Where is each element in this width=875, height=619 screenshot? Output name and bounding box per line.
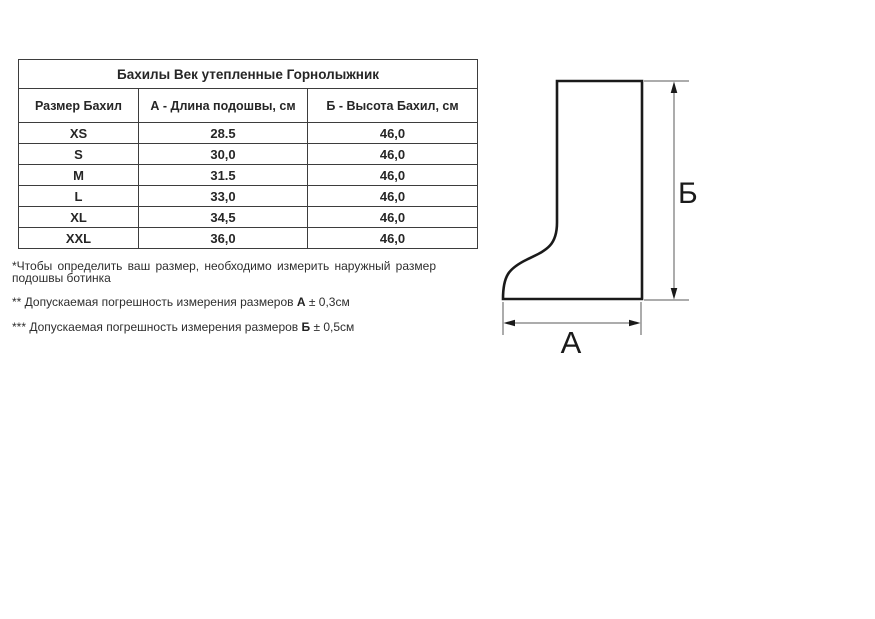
arrowhead-right-icon (629, 320, 641, 327)
size-table (18, 59, 478, 249)
boot-diagram (480, 55, 710, 365)
column-header-height: Б - Высота Бахил, см (308, 89, 478, 123)
cell-height: 46,0 (308, 123, 478, 144)
cell-size: M (19, 165, 139, 186)
cell-sole-length: 28.5 (139, 123, 308, 144)
note-line: *Чтобы определить ваш размер, необходимо измерить наружный размер (12, 259, 436, 273)
arrowhead-left-icon (504, 320, 516, 327)
cell-height: 46,0 (308, 144, 478, 165)
column-header-size: Размер Бахил (19, 89, 139, 123)
cell-sole-length: 30,0 (139, 144, 308, 165)
note-tolerance-a (12, 297, 436, 309)
table-row (19, 123, 478, 144)
cell-size: L (19, 186, 139, 207)
cell-size: XS (19, 123, 139, 144)
cell-sole-length: 33,0 (139, 186, 308, 207)
note-text: ± 0,5см (310, 320, 355, 334)
cell-size: S (19, 144, 139, 165)
cell-size: XXL (19, 228, 139, 249)
note-text: ** Допускаемая погрешность измерения размеров (12, 295, 297, 309)
note-line: подошвы ботинка (12, 270, 111, 285)
note-text: *** Допускаемая погрешность измерения размеров (12, 320, 302, 334)
note-text: ± 0,3см (305, 295, 350, 309)
note-bold-letter-a: А (296, 295, 306, 309)
table-row (19, 186, 478, 207)
cell-height: 46,0 (308, 207, 478, 228)
note-tolerance-b (12, 322, 436, 334)
table-title-row (19, 60, 478, 89)
arrowhead-down-icon (671, 288, 678, 300)
arrowhead-up-icon (671, 82, 678, 94)
diagram-height-label: Б (678, 177, 698, 210)
cell-height: 46,0 (308, 228, 478, 249)
table-row (19, 144, 478, 165)
note-bold-letter-b: Б (301, 320, 311, 334)
table-header-row (19, 89, 478, 123)
boot-outline (503, 81, 642, 299)
note-measure-instruction (12, 261, 436, 284)
diagram-width-label: А (560, 325, 582, 360)
table-row (19, 228, 478, 249)
cell-height: 46,0 (308, 165, 478, 186)
cell-height: 46,0 (308, 186, 478, 207)
table-row (19, 165, 478, 186)
cell-sole-length: 36,0 (139, 228, 308, 249)
table-row (19, 207, 478, 228)
cell-size: XL (19, 207, 139, 228)
table-title: Бахилы Век утепленные Горнолыжник (19, 60, 478, 89)
cell-sole-length: 34,5 (139, 207, 308, 228)
column-header-sole-length: А - Длина подошвы, см (139, 89, 308, 123)
cell-sole-length: 31.5 (139, 165, 308, 186)
